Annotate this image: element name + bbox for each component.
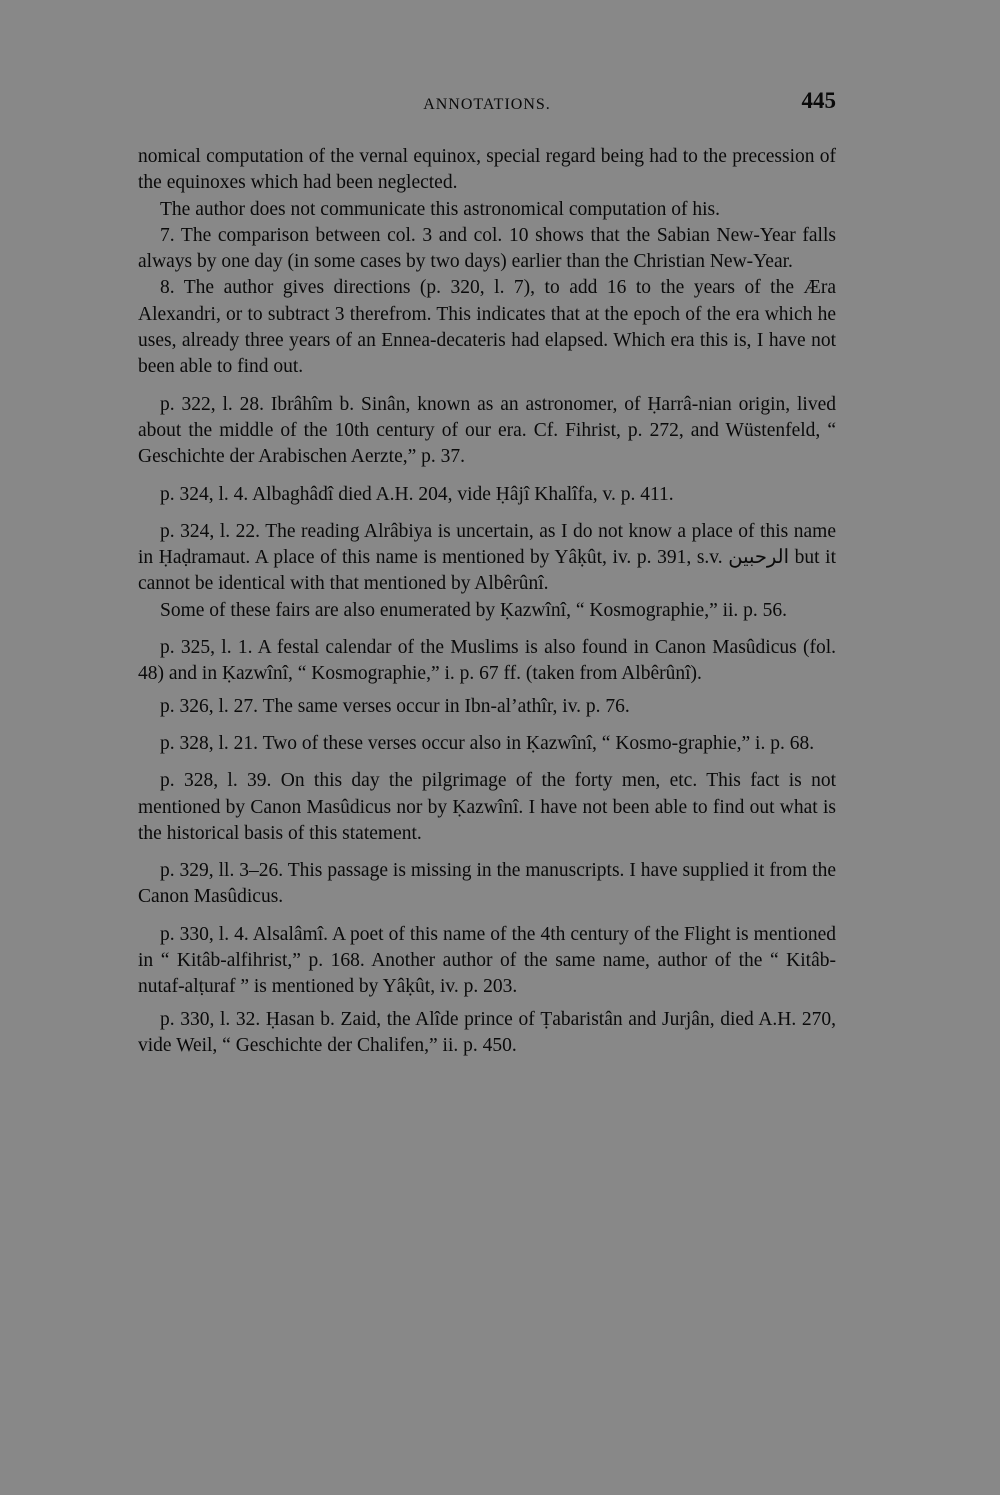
annotation-p324-l4: p. 324, l. 4. Albaghâdî died A.H. 204, vide Ḥâjî Khalîfa, v. p. 411. [160, 483, 674, 505]
annotation-p325: p. 325, l. 1. A festal calendar of the Muslims is also found in Canon Masûdicus (fol. 48) and in Ḳazwînî, “ Kosmographie,” i. p. 67 ff. (taken from Albêrûnî). [138, 637, 836, 685]
paragraph: Some of these fairs are also enumerated by Ḳazwînî, “ Kosmographie,” ii. p. 56. [160, 599, 788, 621]
annotation-p328-l21: p. 328, l. 21. Two of these verses occur also in Ḳazwînî, “ Kosmo-graphie,” i. p. 68. [160, 732, 815, 754]
paragraph-note-8: 8. The author gives directions (p. 320, l. 7), to add 16 to the years of the Æra Alexandri, or to subtract 3 therefrom. This indicates that at the epoch of the era which he uses, already three years of an Ennea-decateris had elapsed. Which era this is, I have not been able to find out. [138, 277, 836, 378]
annotation-p330-l4: p. 330, l. 4. Alsalâmî. A poet of this name of the 4th century of the Flight is mentioned in “ Kitâb-alfihrist,” p. 168. Another author of the same name, author of the “ Kitâb-nutaf-alṭuraf ” is mentioned by Yâḳût, iv. p. 203. [138, 923, 836, 998]
annotation-p329: p. 329, ll. 3–26. This passage is missing in the manuscripts. I have supplied it from the Canon Masûdicus. [138, 860, 836, 908]
annotation-p330-l32: p. 330, l. 32. Ḥasan b. Zaid, the Alîde prince of Ṭabaristân and Jurjân, died A.H. 270, vide Weil, “ Geschichte der Chalifen,” ii. p. 450. [138, 1008, 836, 1056]
annotation-p324-l22: p. 324, l. 22. The reading Alrâbiya is uncertain, as I do not know a place of this name in Ḥaḍramaut. A place of this name is mentioned by Yâḳût, iv. p. 391, s.v. الرحبين but it cannot be identical with that mentioned by Albêrûnî. [138, 520, 836, 595]
paragraph: The author does not communicate this astronomical computation of his. [160, 198, 720, 220]
running-title: ANNOTATIONS. [423, 96, 551, 113]
page-number: 445 [801, 88, 836, 113]
annotation-p322: p. 322, l. 28. Ibrâhîm b. Sinân, known as an astronomer, of Ḥarrâ-nian origin, lived about the middle of the 10th century of our era. Cf. Fihrist, p. 272, and Wüstenfeld, “ Geschichte der Arabischen Aerzte,” p. 37. [138, 393, 836, 468]
annotation-p328-l39: p. 328, l. 39. On this day the pilgrimage of the forty men, etc. This fact is not mentioned by Canon Masûdicus nor by Ḳazwînî. I have not been able to find out what is the historical basis of this statement. [138, 770, 836, 844]
paragraph-note-7: 7. The comparison between col. 3 and col. 10 shows that the Sabian New-Year falls always by one day (in some cases by two days) earlier than the Christian New-Year. [138, 224, 836, 273]
annotation-p326: p. 326, l. 27. The same verses occur in Ibn-al’athîr, iv. p. 76. [160, 695, 630, 717]
paragraph-continuation: nomical computation of the vernal equinox, special regard being had to the precession of the equinoxes which had been neglected. [138, 146, 836, 194]
running-head [138, 88, 836, 118]
page [138, 88, 836, 1059]
